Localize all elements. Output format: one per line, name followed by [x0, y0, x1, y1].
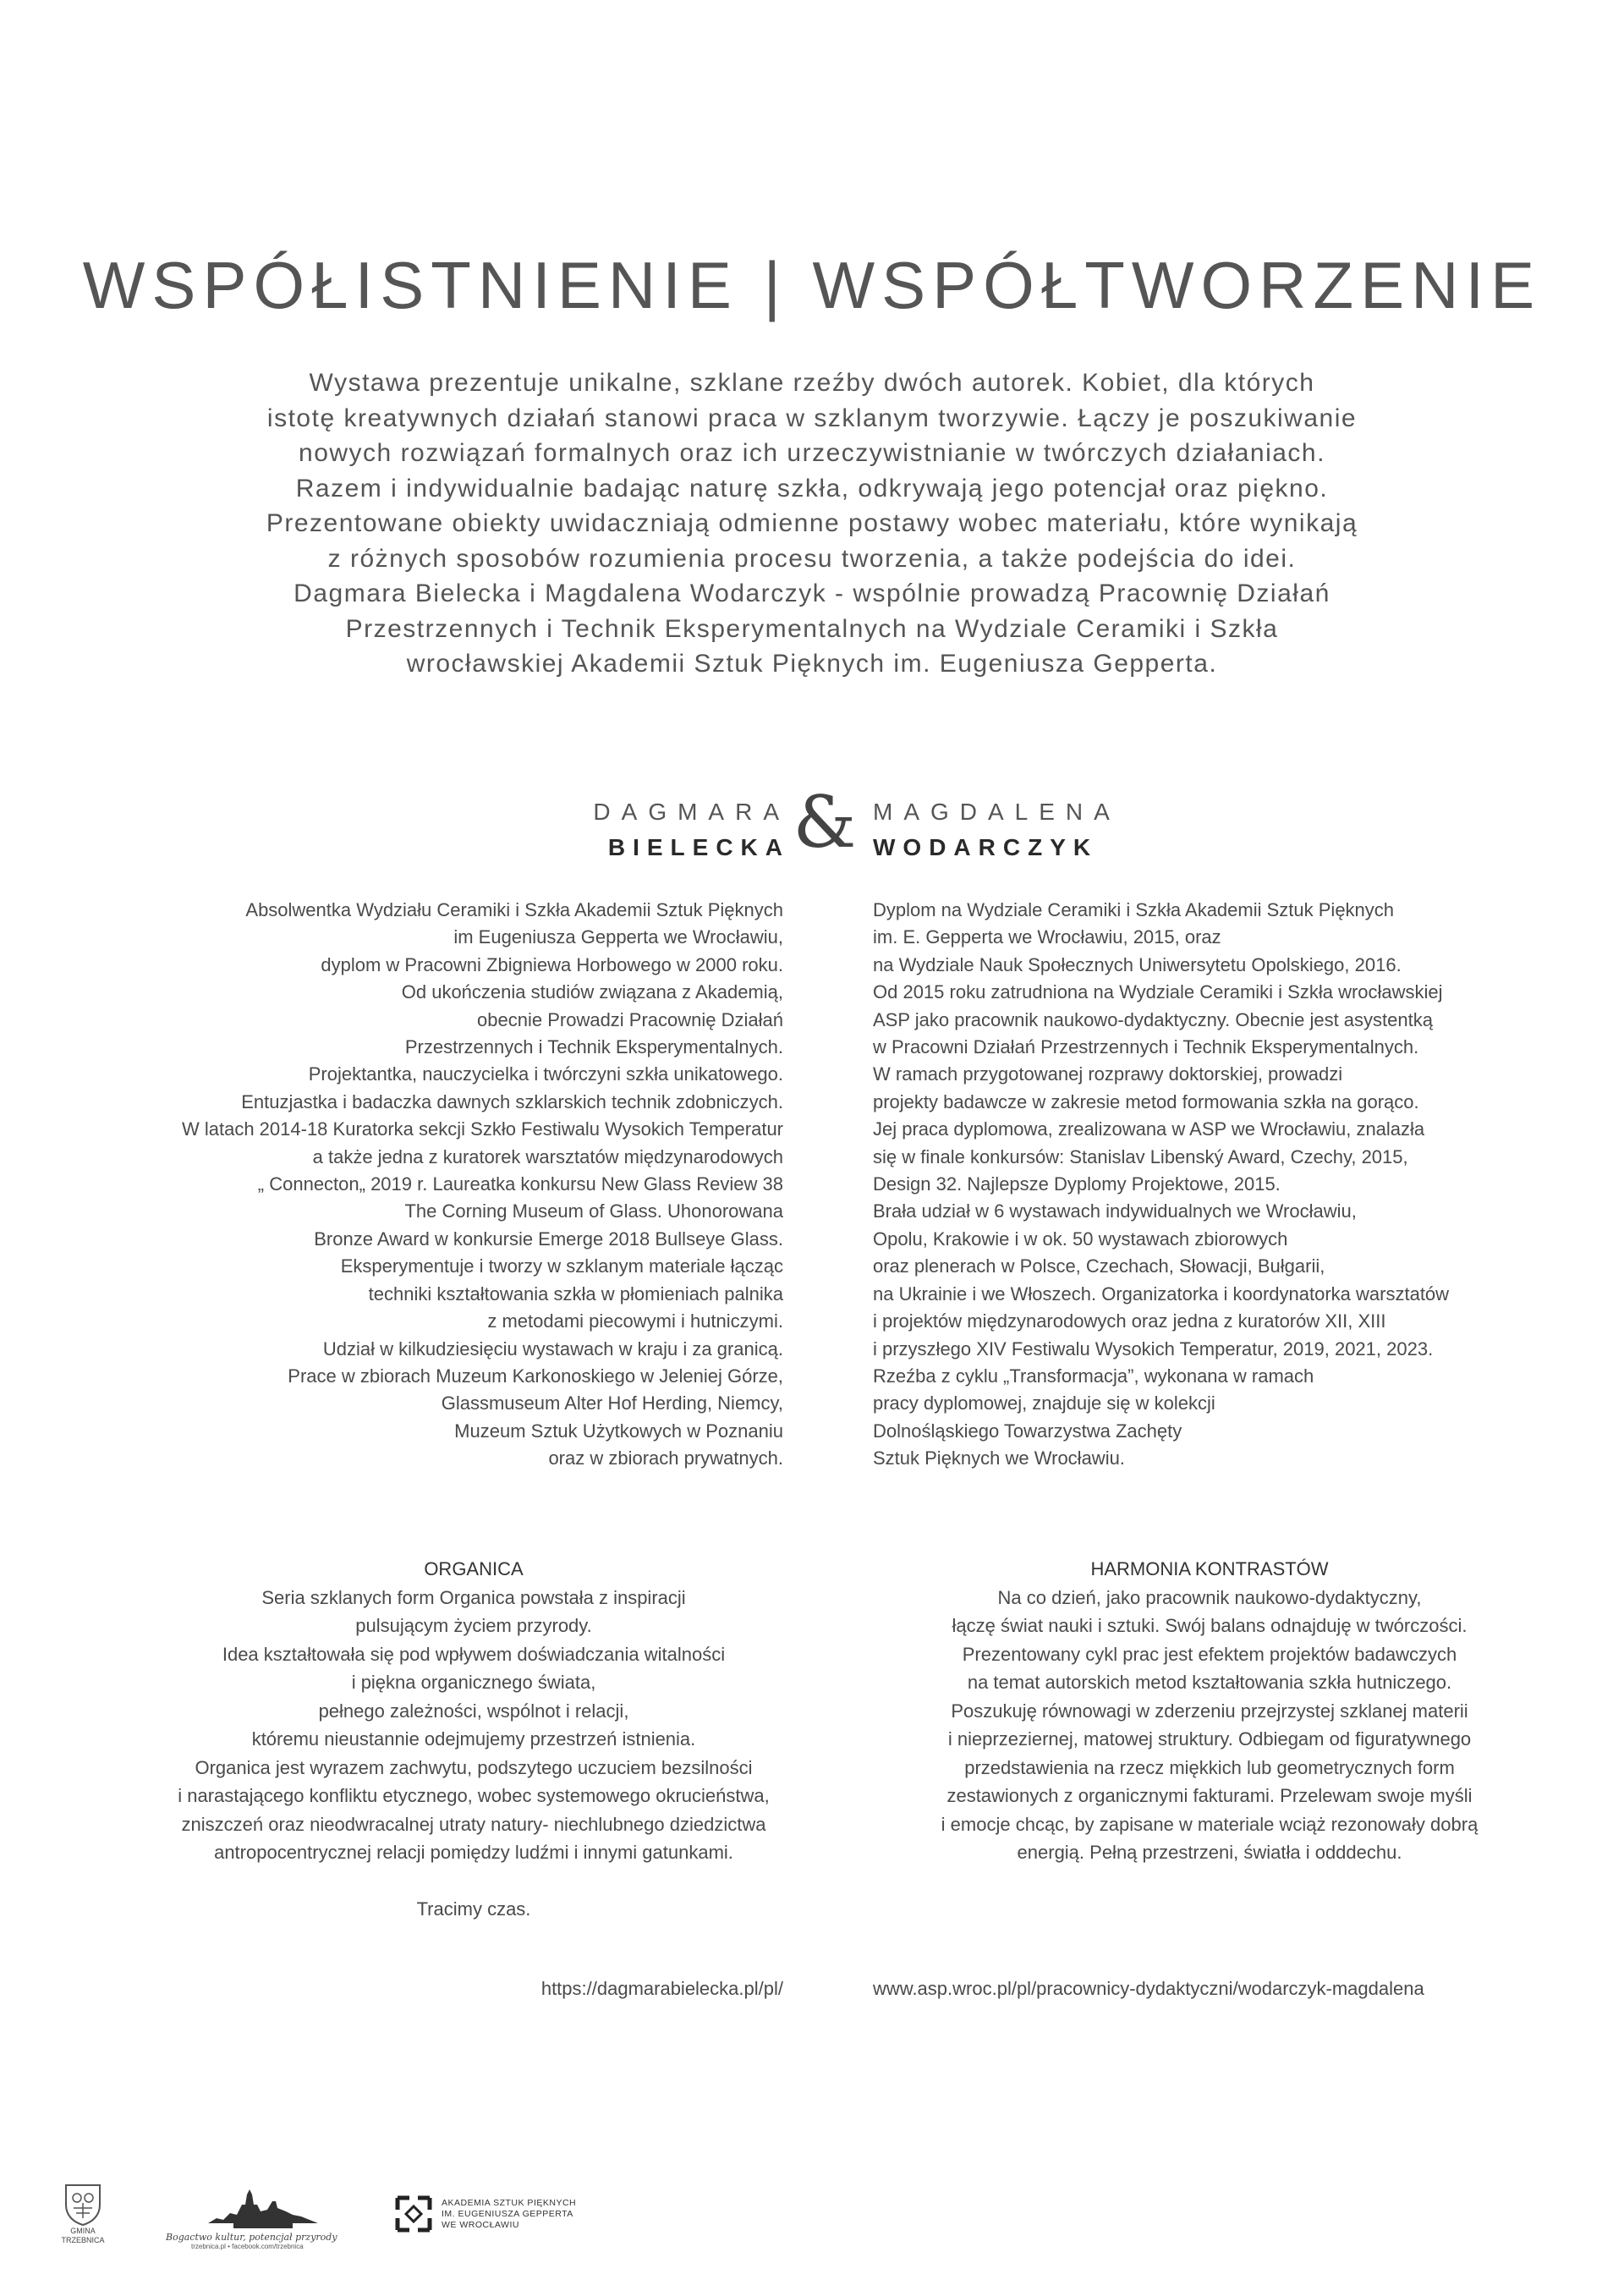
bio-line: obecnie Prowadzi Pracownię Działań	[477, 1008, 783, 1030]
bio-line: Sztuk Pięknych we Wrocławiu.	[873, 1447, 1125, 1469]
trzebnica-links: trzebnica.pl • facebook.com/trzebnica	[191, 2243, 304, 2250]
spacer	[118, 1867, 829, 1896]
asp-name-line: AKADEMIA SZTUK PIĘKNYCH	[442, 2198, 577, 2208]
project-line: i nieprzeziernej, matowej struktury. Odbiegam od figuratywnego	[947, 1728, 1472, 1749]
coat-of-arms-icon	[63, 2183, 102, 2227]
page-title: WSPÓŁISTNIENIE | WSPÓŁTWORZENIE	[82, 248, 1542, 322]
bio-line: Absolwentka Wydziału Ceramiki i Szkła Akademii Sztuk Pięknych	[245, 899, 783, 920]
project-line: łączę świat nauki i sztuki. Swój balans odnajduję w twórczości.	[952, 1615, 1468, 1636]
intro-line: Prezentowane obiekty uwidaczniają odmienne postawy wobec materiału, które wynikają	[266, 509, 1358, 537]
bio-line: „ Connecton„ 2019 r. Laureatka konkursu New Glass Review 38	[257, 1173, 783, 1195]
artist-first-name: DAGMARA	[593, 799, 790, 825]
bio-line: Design 32. Najlepsze Dyplomy Projektowe, 2015.	[873, 1173, 1281, 1195]
bio-line: Udział w kilkudziesięciu wystawach w kraju i za granicą.	[322, 1337, 783, 1359]
project-line: Prezentowany cykl prac jest efektem projektów badawczych	[962, 1643, 1457, 1665]
bio-line: Rzeźba z cyklu „Transformacja”, wykonana w ramach	[873, 1365, 1314, 1387]
bio-line: im Eugeniusza Gepperta we Wrocławiu,	[453, 926, 783, 948]
asp-name-line: IM. EUGENIUSZA GEPPERTA	[442, 2209, 573, 2219]
intro-line: Wystawa prezentuje unikalne, szklane rzeźby dwóch autorek. Kobiet, dla których	[309, 369, 1315, 397]
gmina-label: GMINA	[70, 2227, 96, 2235]
project-line: Organica jest wyrazem zachwytu, podszytego uczuciem bezsilności	[195, 1756, 753, 1778]
bio-left	[182, 897, 783, 1473]
project-title: HARMONIA KONTRASTÓW	[1090, 1558, 1329, 1579]
project-line: Poszukuję równowagi w zderzeniu przejrzystej szklanej materii	[951, 1700, 1468, 1722]
artist-last-name: BIELECKA	[607, 834, 790, 860]
bio-line: Przestrzennych i Technik Eksperymentalnych.	[404, 1036, 783, 1058]
project-line: pulsującym życiem przyrody.	[355, 1615, 592, 1636]
bio-right	[873, 897, 1449, 1473]
footer-logos	[0, 2183, 1624, 2267]
intro-line: z różnych sposobów rozumienia procesu tworzenia, a także podejścia do idei.	[327, 544, 1297, 573]
bio-line: projekty badawcze w zakresie metod formowania szkła na gorąco.	[873, 1090, 1419, 1112]
project-line: antropocentrycznej relacji pomiędzy ludźmi i innymi gatunkami.	[214, 1842, 733, 1863]
intro-line: Dagmara Bielecka i Magdalena Wodarczyk - wspólnie prowadzą Pracownię Działań	[294, 579, 1330, 607]
bio-line: dyplom w Pracowni Zbigniewa Horbowego w 2000 roku.	[321, 953, 783, 975]
asp-wroclaw-logo	[394, 2191, 614, 2242]
project-line: Na co dzień, jako pracownik naukowo-dydaktyczny,	[997, 1586, 1422, 1608]
url-magdalena[interactable]: www.asp.wroc.pl/pl/pracownicy-dydaktyczni/wodarczyk-magdalena	[873, 1978, 1424, 1999]
project-line: na temat autorskich metod kształtowania szkła hutniczego.	[967, 1672, 1452, 1693]
project-line: Seria szklanych form Organica powstała z inspiracji	[261, 1586, 686, 1608]
bio-line: w Pracowni Działań Przestrzennych i Technik Eksperymentalnych.	[873, 1036, 1419, 1058]
bio-line: na Ukrainie i we Włoszech. Organizatorka i koordynatorka warsztatów	[873, 1283, 1450, 1305]
bio-line: Eksperymentuje i tworzy w szklanym materiale łącząc	[340, 1255, 783, 1277]
bio-line: Prace w zbiorach Muzeum Karkonoskiego w Jeleniej Górze,	[288, 1365, 783, 1387]
artist-name-left	[593, 800, 790, 860]
bio-line: Opolu, Krakowie i w ok. 50 wystawach zbiorowych	[873, 1228, 1288, 1250]
intro-paragraph	[169, 365, 1455, 682]
bio-line: się w finale konkursów: Stanislav Libenský Award, Czechy, 2015,	[873, 1145, 1408, 1167]
artist-last-name: WODARCZYK	[873, 834, 1099, 860]
bio-line: a także jedna z kuratorek warsztatów międzynarodowych	[312, 1145, 783, 1167]
bio-line: Bronze Award w konkursie Emerge 2018 Bullseye Glass.	[314, 1228, 783, 1250]
project-line: i emocje chcąc, by zapisane w materiale wciąż rezonowały dobrą	[941, 1813, 1479, 1835]
project-line: zestawionych z organicznymi fakturami. Przelewam swoje myśli	[946, 1785, 1473, 1806]
bio-line: techniki kształtowania szkła w płomieniach palnika	[368, 1283, 783, 1305]
artist-name-right	[873, 800, 1121, 860]
trzebnica-logo	[166, 2189, 343, 2250]
bio-line: oraz plenerach w Polsce, Czechach, Słowacji, Bułgarii,	[873, 1255, 1325, 1277]
project-line: i narastającego konfliktu etycznego, wobec systemowego okrucieństwa,	[178, 1785, 770, 1806]
bio-line: The Corning Museum of Glass. Uhonorowana	[404, 1200, 783, 1222]
intro-line: Przestrzennych i Technik Eksperymentalnych na Wydziale Ceramiki i Szkła	[345, 614, 1279, 643]
intro-line: istotę kreatywnych działań stanowi praca w szklanym tworzywie. Łączy je poszukiwanie	[266, 404, 1358, 432]
bio-line: W latach 2014-18 Kuratorka sekcji Szkło Festiwalu Wysokich Temperatur	[181, 1118, 783, 1140]
asp-name-line: WE WROCŁAWIU	[442, 2220, 519, 2230]
project-line: pełnego zależności, wspólnot i relacji,	[318, 1700, 629, 1722]
project-line: Idea kształtowała się pod wpływem doświadczania witalności	[222, 1643, 726, 1665]
bio-line: Projektantka, nauczycielka i twórczyni szkła unikatowego.	[308, 1063, 783, 1085]
project-closing: Tracimy czas.	[416, 1898, 531, 1920]
project-line: zniszczeń oraz nieodwracalnej utraty natury- niechlubnego dziedzictwa	[181, 1813, 766, 1835]
bio-line: im. E. Gepperta we Wrocławiu, 2015, oraz	[873, 926, 1221, 948]
bio-line: z metodami piecowymi i hutniczymi.	[487, 1310, 783, 1332]
url-dagmara[interactable]: https://dagmarabielecka.pl/pl/	[540, 1978, 783, 1999]
gmina-trzebnica-logo	[58, 2183, 108, 2245]
bio-line: Entuzjastka i badaczka dawnych szklarskich technik zdobniczych.	[241, 1090, 783, 1112]
bio-line: Od 2015 roku zatrudniona na Wydziale Ceramiki i Szkła wrocławskiej	[873, 981, 1443, 1003]
project-title: ORGANICA	[424, 1558, 524, 1579]
ampersand: &	[793, 781, 857, 864]
bio-line: W ramach przygotowanej rozprawy doktorskiej, prowadzi	[873, 1063, 1343, 1085]
bio-line: Brała udział w 6 wystawach indywidualnych we Wrocławiu,	[873, 1200, 1357, 1222]
bio-line: Glassmuseum Alter Hof Herding, Niemcy,	[441, 1392, 783, 1414]
bio-line: Jej praca dyplomowa, zrealizowana w ASP we Wrocławiu, znalazła	[873, 1118, 1425, 1140]
bio-line: Dolnośląskiego Towarzystwa Zachęty	[873, 1420, 1182, 1442]
project-line: przedstawienia na rzecz miękkich lub geometrycznych form	[964, 1756, 1455, 1778]
bio-line: ASP jako pracownik naukowo-dydaktyczny. Obecnie jest asystentką	[873, 1008, 1433, 1030]
project-line: energią. Pełną przestrzeni, światła i odddechu.	[1017, 1842, 1402, 1863]
bio-line: i projektów międzynarodowych oraz jedna z kuratorów XII, XIII	[873, 1310, 1386, 1332]
intro-line: wrocławskiej Akademii Sztuk Pięknych im. Eugeniusza Gepperta.	[406, 650, 1218, 678]
trzebnica-slogan: Bogactwo kultur, potencjał przyrody	[166, 2232, 337, 2243]
bio-line: Dyplom na Wydziale Ceramiki i Szkła Akademii Sztuk Pięknych	[873, 899, 1395, 920]
bio-line: oraz w zbiorach prywatnych.	[548, 1447, 783, 1469]
artist-first-name: MAGDALENA	[873, 799, 1121, 825]
intro-line: nowych rozwiązań formalnych oraz ich urzeczywistnianie w twórczych działaniach.	[299, 439, 1325, 467]
intro-line: Razem i indywidualnie badając naturę szkła, odkrywają jego potencjał oraz piękno.	[295, 474, 1329, 503]
project-line: któremu nieustannie odejmujemy przestrzeń istnienia.	[251, 1728, 696, 1749]
project-organica	[118, 1555, 829, 1924]
city-skyline-icon	[208, 2189, 318, 2232]
bio-line: Muzeum Sztuk Użytkowych w Poznaniu	[454, 1420, 783, 1442]
gmina-label: TRZEBNICA	[61, 2236, 105, 2244]
bio-line: pracy dyplomowej, znajduje się w kolekcji	[873, 1392, 1215, 1414]
bio-line: i przyszłego XIV Festiwalu Wysokich Temperatur, 2019, 2021, 2023.	[873, 1337, 1434, 1359]
bio-line: Od ukończenia studiów związana z Akademią,	[401, 981, 783, 1003]
asp-emblem-icon	[394, 2194, 433, 2233]
project-harmonia-kontrastow	[854, 1555, 1565, 1867]
bio-line: na Wydziale Nauk Społecznych Uniwersytetu Opolskiego, 2016.	[873, 953, 1402, 975]
project-line: i piękna organicznego świata,	[351, 1672, 596, 1693]
